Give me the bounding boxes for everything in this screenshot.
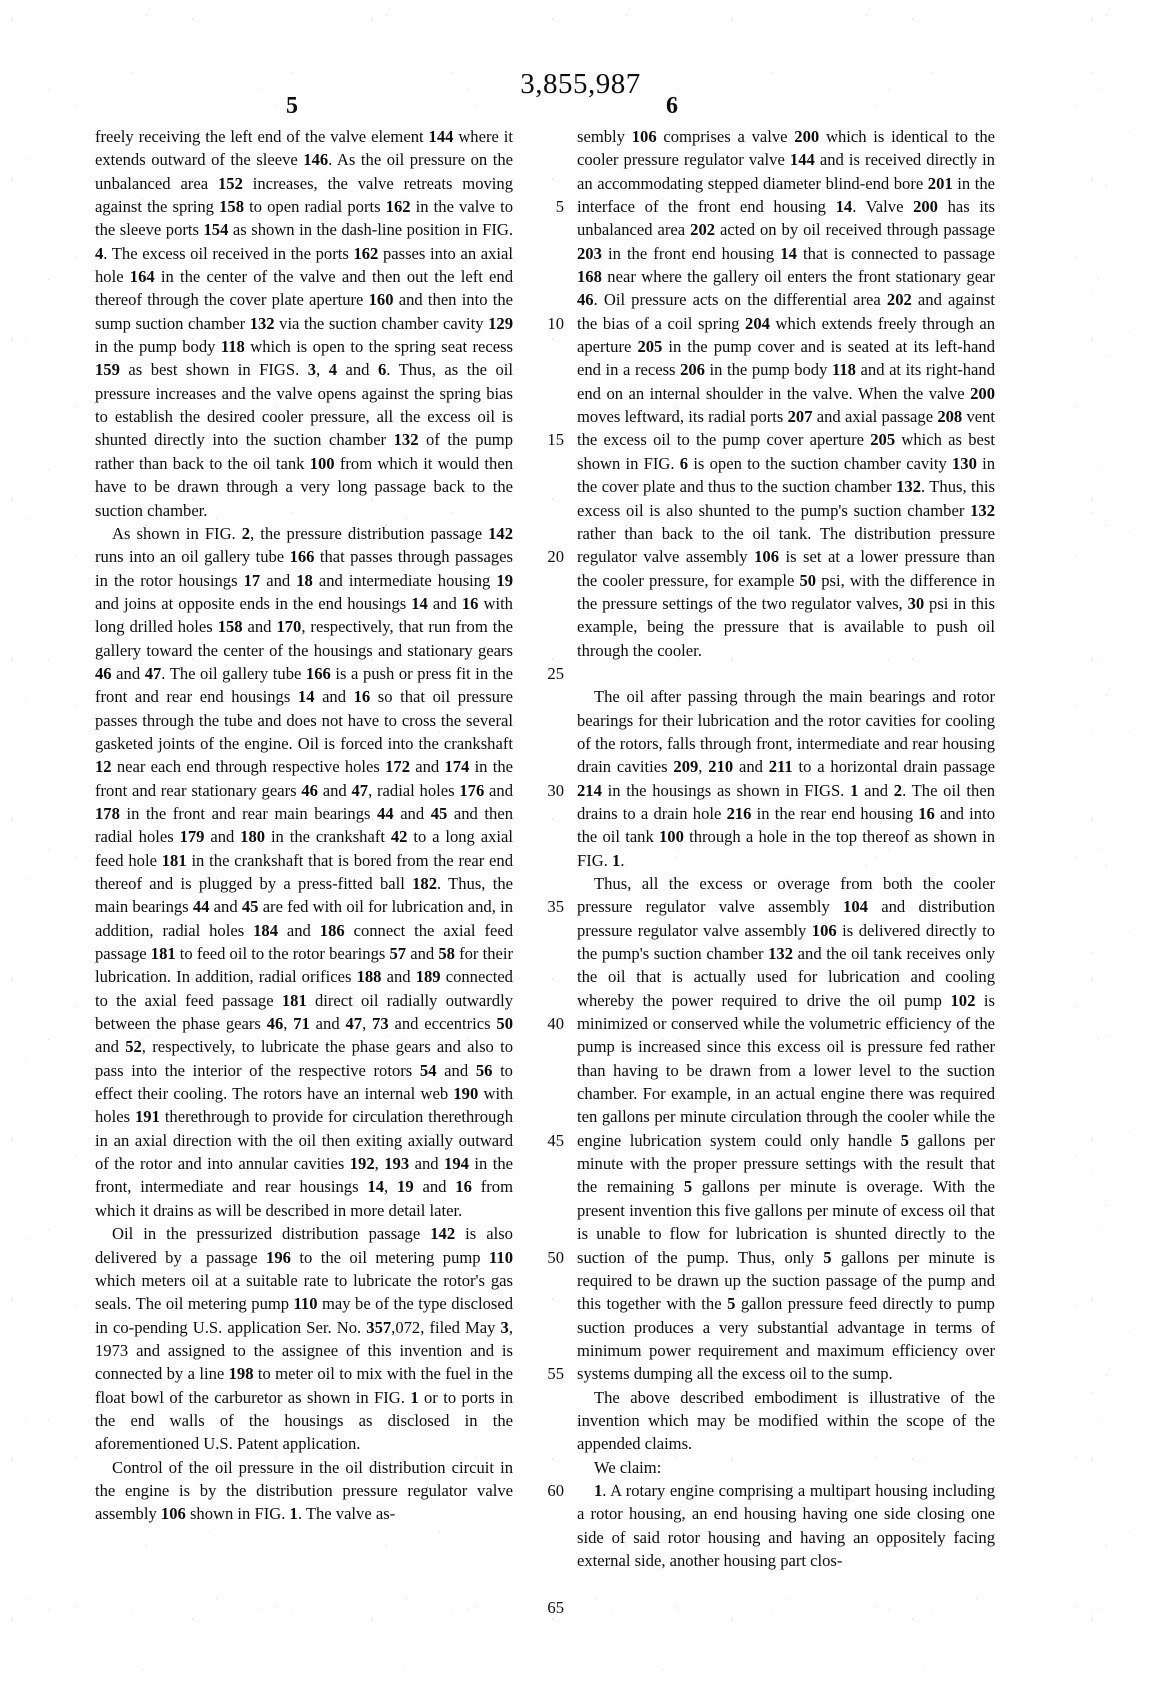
paragraph: Thus, all the excess or overage from both the cooler pressure regulator valve assembly 104 and distribution pressure regulator valve assembly 106 is delivered directly to the pump's suction chamber 132 and the oil tank receives only the oil that is actually used for lubrication and cooling whereby the power required to drive the oil pump 102 is minimized or conserved while the volumetric efficiency of the pump is increased since this excess oil is pressure fed rather than having to be drawn from a lower level to the suction chamber. For example, in an actual engine there was required ten gallons per minute circulation through the cooler while the engine lubrication system could only handle 5 gallons per minute with the proper pressure settings with the result that the remaining 5 gallons per minute is overage. With the present invention this five gallons per minute of excess oil that is unable to flow for lubrication is shunted directly to the suction of the pump. Thus, only 5 gallons per minute is required to be drawn up the suction passage of the pump and this together with the 5 gallon pressure feed directly to pump suction produces a very substantial advantage in terms of minimum power requirement and maximum efficiency over systems dumping all the excess oil to the sump. [577, 874, 996, 1384]
page-number-left: 5 [286, 93, 298, 119]
line-number: 50 [547, 1247, 564, 1267]
paragraph: freely receiving the left end of the valve element 144 where it extends outward of the sleeve 146. As the oil pressure on the unbalanced area 152 increases, the valve retreats moving against the spring 158 to open radial ports 162 in the valve to the sleeve ports 154 as shown in the dash-line position in FIG. 4. The excess oil received in the ports 162 passes into an axial hole 164 in the center of the valve and then out the left end thereof through the cover plate aperture 160 and then into the sump suction chamber 132 via the suction chamber cavity 129 in the pump body 118 which is open to the spring seat recess 159 as best shown in FIGS. 3, 4 and 6. Thus, as the oil pressure increases and the valve opens against the spring bias to establish the desired cooler pressure, all the excess oil is shunted directly into the suction chamber 132 of the pump rather than back to the oil tank 100 from which it would then have to be drawn through a very long passage back to the suction chamber. [95, 127, 514, 520]
line-number: 55 [547, 1364, 564, 1384]
paragraph: Control of the oil pressure in the oil distribution circuit in the engine is by the distribution pressure regulator valve assembly 106 shown in FIG. 1. The valve as- [95, 1457, 513, 1524]
line-number: 40 [547, 1014, 564, 1034]
line-number: 15 [547, 430, 564, 450]
line-number: 30 [547, 780, 564, 800]
line-number: 5 [555, 197, 564, 217]
line-number: 45 [547, 1130, 564, 1150]
line-number: 20 [547, 547, 564, 567]
paragraph: Oil in the pressurized distribution passage 142 is also delivered by a passage 196 to the oil metering pump 110 which meters oil at a suitable rate to lubricate the rotor's gas seals. The oil metering pump 110 may be of the type disclosed in co-pending U.S. application Ser. No. 357,072, filed May 3, 1973 and assigned to the assignee of this invention and is connected by a line 198 to meter oil to mix with the fuel in the float bowl of the carburetor as shown in FIG. 1 or to ports in the end walls of the housings as disclosed in the aforementioned U.S. Patent application. [95, 1224, 514, 1454]
paragraph: The above described embodiment is illustrative of the invention which may be modified within the scope of the appended claims. [577, 1387, 995, 1454]
line-number: 60 [547, 1480, 564, 1500]
patent-number: 3,855,987 [520, 68, 641, 100]
claims-heading: We claim: [594, 1457, 662, 1477]
line-number: 65 [547, 1597, 564, 1617]
line-number: 25 [547, 663, 564, 683]
text-column-right [577, 125, 995, 1572]
paragraph: As shown in FIG. 2, the pressure distribution passage 142 runs into an oil gallery tube 166 that passes through passages in the rotor housings 17 and 18 and intermediate housing 19 and joins at opposite ends in the end housings 14 and 16 with long drilled holes 158 and 170, respectively, that run from the gallery toward the center of the housings and stationary gears 46 and 47. The oil gallery tube 166 is a push or press fit in the front and rear end housings 14 and 16 so that oil pressure passes through the tube and does not have to cross the several gasketed joints of the engine. Oil is forced into the crankshaft 12 near each end through respective holes 172 and 174 in the front and rear stationary gears 46 and 47, radial holes 176 and 178 in the front and rear main bearings 44 and 45 and then radial holes 179 and 180 in the crankshaft 42 to a long axial feed hole 181 in the crankshaft that is bored from the rear end thereof and is plugged by a press-fitted ball 182. Thus, the main bearings 44 and 45 are fed with oil for lubrication and, in addition, radial holes 184 and 186 connect the axial feed passage 181 to feed oil to the rotor bearings 57 and 58 for their lubrication. In addition, radial orifices 188 and 189 connected to the axial feed passage 181 direct oil radially outwardly between the phase gears 46, 71 and 47, 73 and eccentrics 50 and 52, respectively, to lubricate the phase gears and also to pass into the interior of the respective rotors 54 and 56 to effect their cooling. The rotors have an internal web 190 with holes 191 therethrough to provide for circulation therethrough in an axial direction with the oil then exiting axially outward of the rotor and into annular cavities 192, 193 and 194 in the front, intermediate and rear housings 14, 19 and 16 from which it drains as will be described in more detail later. [95, 523, 514, 1220]
paragraph: The oil after passing through the main bearings and rotor bearings for their lubrication and the rotor cavities for cooling of the rotors, falls through front, intermediate and rear housing drain cavities 209, 210 and 211 to a horizontal drain passage 214 in the housings as shown in FIGS. 1 and 2. The oil then drains to a drain hole 216 in the rear end housing 16 and into the oil tank 100 through a hole in the top thereof as shown in FIG. 1. [577, 687, 996, 870]
paragraph: sembly 106 comprises a valve 200 which is identical to the cooler pressure regulator valve 144 and is received directly in an accommodating stepped diameter blind-end bore 201 in the interface of the front end housing 14. Valve 200 has its unbalanced area 202 acted on by oil received through passage 203 in the front end housing 14 that is connected to passage 168 near where the gallery oil enters the front stationary gear 46. Oil pressure acts on the differential area 202 and against the bias of a coil spring 204 which extends freely through an aperture 205 in the pump cover and is seated at its left-hand end in a recess 206 in the pump body 118 and at its right-hand end on an internal shoulder in the valve. When the valve 200 moves leftward, its radial ports 207 and axial passage 208 vent the excess oil to the pump cover aperture 205 which as best shown in FIG. 6 is open to the suction chamber cavity 130 in the cover plate and thus to the suction chamber 132. Thus, this excess oil is also shunted to the pump's suction chamber 132 rather than back to the oil tank. The distribution pressure regulator valve assembly 106 is set at a lower pressure than the cooler pressure, for example 50 psi, with the difference in the pressure settings of the two regulator valves, 30 psi in this example, being the pressure that is available to push oil through the cooler. [577, 127, 996, 660]
page-number-right: 6 [666, 93, 678, 119]
line-number: 10 [547, 313, 564, 333]
line-number-gutter [520, 125, 564, 1619]
text-column-left [95, 125, 513, 1526]
line-number: 35 [547, 897, 564, 917]
claim-item: 1. A rotary engine comprising a multipart housing including a rotor housing, an end housing having one side closing one side of said rotor housing and having an oppositely facing external side, another housing part clos- [577, 1480, 995, 1570]
